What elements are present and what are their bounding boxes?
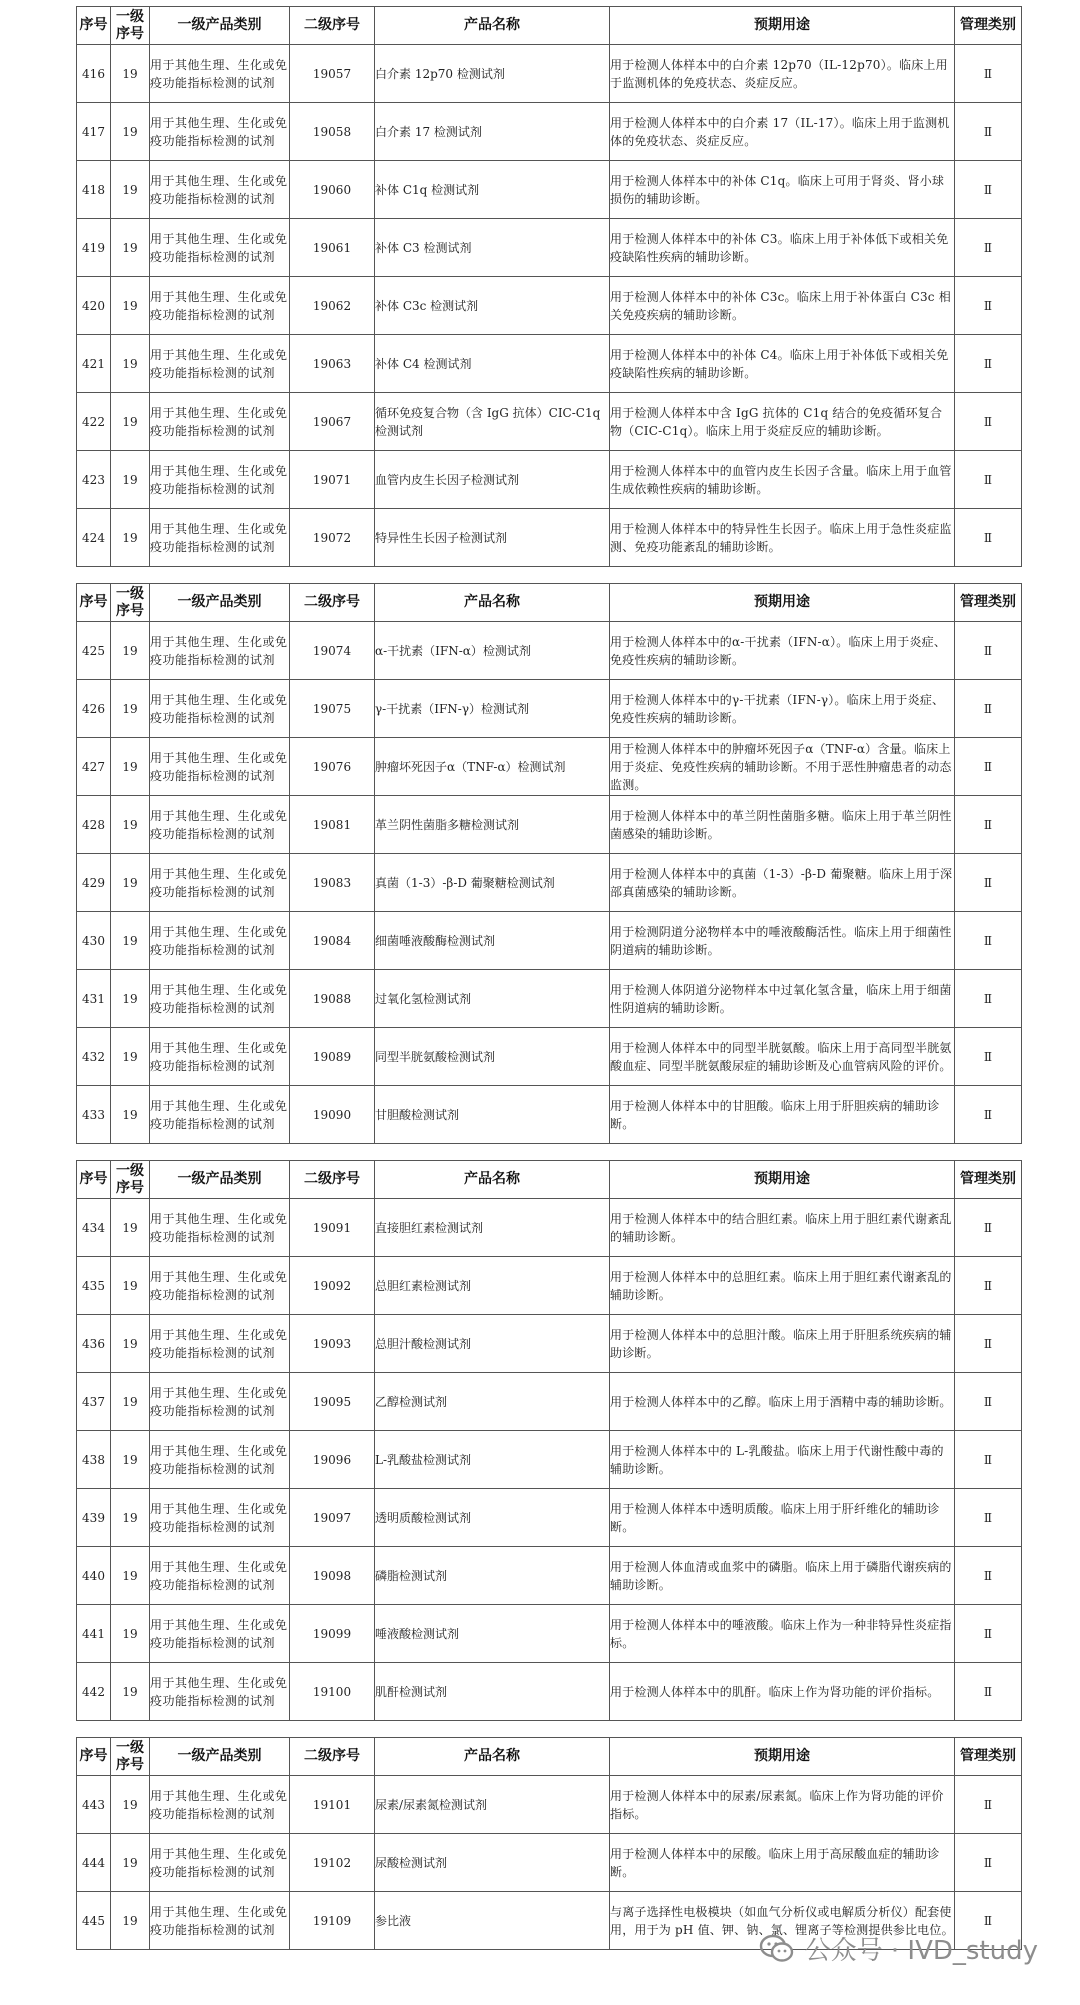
class-cell: Ⅱ [955, 796, 1022, 854]
l1-seq-cell: 19 [111, 335, 150, 393]
l1-category-cell: 用于其他生理、生化或免疫功能指标检测的试剂 [150, 45, 290, 103]
l2-seq-cell: 19093 [290, 1315, 375, 1373]
l2-seq-cell: 19097 [290, 1489, 375, 1547]
intended-use-cell: 用于检测人体样本中的乙醇。临床上用于酒精中毒的辅助诊断。 [610, 1373, 955, 1431]
class-cell: Ⅱ [955, 1086, 1022, 1144]
product-name-cell: 尿酸检测试剂 [375, 1834, 610, 1892]
table-row [77, 393, 1022, 451]
intended-use-cell: 用于检测阴道分泌物样本中的唾液酸酶活性。临床上用于细菌性阴道病的辅助诊断。 [610, 912, 955, 970]
l1-seq-cell: 19 [111, 1605, 150, 1663]
l1-seq-cell: 19 [111, 1834, 150, 1892]
intended-use-cell: 用于检测人体样本中的总胆汁酸。临床上用于肝胆系统疾病的辅助诊断。 [610, 1315, 955, 1373]
l1-category-cell: 用于其他生理、生化或免疫功能指标检测的试剂 [150, 1489, 290, 1547]
l1-category-cell: 用于其他生理、生化或免疫功能指标检测的试剂 [150, 1315, 290, 1373]
intended-use-cell: 用于检测人体样本中的同型半胱氨酸。临床上用于高同型半胱氨酸血症、同型半胱氨酸尿症的辅助诊断及心血管病风险的评价。 [610, 1028, 955, 1086]
l2-seq-cell: 19091 [290, 1199, 375, 1257]
header-class: 管理类别 [955, 1161, 1022, 1199]
l1-category-cell: 用于其他生理、生化或免疫功能指标检测的试剂 [150, 1834, 290, 1892]
l1-seq-cell: 19 [111, 1257, 150, 1315]
table-row [77, 1373, 1022, 1431]
l1-category-cell: 用于其他生理、生化或免疫功能指标检测的试剂 [150, 1086, 290, 1144]
class-cell: Ⅱ [955, 1547, 1022, 1605]
table-row [77, 1605, 1022, 1663]
class-cell: Ⅱ [955, 509, 1022, 567]
table-row [77, 1257, 1022, 1315]
l2-seq-cell: 19095 [290, 1373, 375, 1431]
intended-use-cell: 用于检测人体样本中的甘胆酸。临床上用于肝胆疾病的辅助诊断。 [610, 1086, 955, 1144]
seq-cell: 425 [77, 622, 111, 680]
l1-category-cell: 用于其他生理、生化或免疫功能指标检测的试剂 [150, 970, 290, 1028]
seq-cell: 424 [77, 509, 111, 567]
l1-seq-cell: 19 [111, 1663, 150, 1721]
class-cell: Ⅱ [955, 1489, 1022, 1547]
product-name-cell: 磷脂检测试剂 [375, 1547, 610, 1605]
class-cell: Ⅱ [955, 1834, 1022, 1892]
l1-category-cell: 用于其他生理、生化或免疫功能指标检测的试剂 [150, 1663, 290, 1721]
header-l1-category: 一级产品类别 [150, 1738, 290, 1776]
header-seq: 序号 [77, 1738, 111, 1776]
l1-category-cell: 用于其他生理、生化或免疫功能指标检测的试剂 [150, 393, 290, 451]
seq-cell: 416 [77, 45, 111, 103]
table-row [77, 1547, 1022, 1605]
table-row [77, 161, 1022, 219]
table-header-row [77, 584, 1022, 622]
l1-category-cell: 用于其他生理、生化或免疫功能指标检测的试剂 [150, 161, 290, 219]
product-name-cell: 真菌（1-3）-β-D 葡聚糖检测试剂 [375, 854, 610, 912]
class-cell: Ⅱ [955, 219, 1022, 277]
l1-category-cell: 用于其他生理、生化或免疫功能指标检测的试剂 [150, 451, 290, 509]
l2-seq-cell: 19099 [290, 1605, 375, 1663]
header-l1-category: 一级产品类别 [150, 7, 290, 45]
l2-seq-cell: 19084 [290, 912, 375, 970]
l1-category-cell: 用于其他生理、生化或免疫功能指标检测的试剂 [150, 1257, 290, 1315]
table-row [77, 854, 1022, 912]
table-row [77, 1028, 1022, 1086]
l1-seq-cell: 19 [111, 796, 150, 854]
seq-cell: 439 [77, 1489, 111, 1547]
l1-category-cell: 用于其他生理、生化或免疫功能指标检测的试剂 [150, 912, 290, 970]
seq-cell: 418 [77, 161, 111, 219]
intended-use-cell: 用于检测人体样本中含 IgG 抗体的 C1q 结合的免疫循环复合物（CIC-C1q）。临床上用于炎症反应的辅助诊断。 [610, 393, 955, 451]
class-cell: Ⅱ [955, 393, 1022, 451]
l1-category-cell: 用于其他生理、生化或免疫功能指标检测的试剂 [150, 622, 290, 680]
l1-seq-cell: 19 [111, 854, 150, 912]
header-l2-seq: 二级序号 [290, 7, 375, 45]
l1-category-cell: 用于其他生理、生化或免疫功能指标检测的试剂 [150, 1605, 290, 1663]
l1-seq-cell: 19 [111, 1892, 150, 1950]
l1-category-cell: 用于其他生理、生化或免疫功能指标检测的试剂 [150, 1199, 290, 1257]
intended-use-cell: 用于检测人体样本中的补体 C3c。临床上用于补体蛋白 C3c 相关免疫疾病的辅助诊断。 [610, 277, 955, 335]
l1-seq-cell: 19 [111, 277, 150, 335]
l1-category-cell: 用于其他生理、生化或免疫功能指标检测的试剂 [150, 1028, 290, 1086]
l1-seq-cell: 19 [111, 680, 150, 738]
l2-seq-cell: 19076 [290, 738, 375, 796]
product-name-cell: 循环免疫复合物（含 IgG 抗体）CIC-C1q 检测试剂 [375, 393, 610, 451]
table-row [77, 1489, 1022, 1547]
l1-seq-cell: 19 [111, 970, 150, 1028]
header-l1-category: 一级产品类别 [150, 1161, 290, 1199]
product-table [76, 1160, 1022, 1721]
l2-seq-cell: 19090 [290, 1086, 375, 1144]
intended-use-cell: 用于检测人体样本中的总胆红素。临床上用于胆红素代谢紊乱的辅助诊断。 [610, 1257, 955, 1315]
header-l1-seq: 一级序号 [111, 584, 150, 622]
l1-category-cell: 用于其他生理、生化或免疫功能指标检测的试剂 [150, 854, 290, 912]
watermark [759, 1930, 1038, 1967]
header-product: 产品名称 [375, 584, 610, 622]
product-name-cell: 肿瘤坏死因子α（TNF-α）检测试剂 [375, 738, 610, 796]
l2-seq-cell: 19063 [290, 335, 375, 393]
l1-seq-cell: 19 [111, 1776, 150, 1834]
table-row [77, 1431, 1022, 1489]
l1-seq-cell: 19 [111, 509, 150, 567]
l1-seq-cell: 19 [111, 393, 150, 451]
table-row [77, 1663, 1022, 1721]
table-row [77, 1834, 1022, 1892]
l1-seq-cell: 19 [111, 1373, 150, 1431]
l2-seq-cell: 19061 [290, 219, 375, 277]
class-cell: Ⅱ [955, 1028, 1022, 1086]
l2-seq-cell: 19088 [290, 970, 375, 1028]
header-product: 产品名称 [375, 1161, 610, 1199]
product-name-cell: 白介素 12p70 检测试剂 [375, 45, 610, 103]
l1-seq-cell: 19 [111, 1028, 150, 1086]
product-name-cell: L-乳酸盐检测试剂 [375, 1431, 610, 1489]
table-row [77, 1776, 1022, 1834]
l1-category-cell: 用于其他生理、生化或免疫功能指标检测的试剂 [150, 103, 290, 161]
intended-use-cell: 用于检测人体样本中的 L-乳酸盐。临床上用于代谢性酸中毒的辅助诊断。 [610, 1431, 955, 1489]
l1-category-cell: 用于其他生理、生化或免疫功能指标检测的试剂 [150, 680, 290, 738]
seq-cell: 441 [77, 1605, 111, 1663]
seq-cell: 422 [77, 393, 111, 451]
header-use: 预期用途 [610, 1738, 955, 1776]
product-name-cell: 肌酐检测试剂 [375, 1663, 610, 1721]
class-cell: Ⅱ [955, 1431, 1022, 1489]
l1-seq-cell: 19 [111, 738, 150, 796]
intended-use-cell: 用于检测人体样本中的尿酸。临床上用于高尿酸血症的辅助诊断。 [610, 1834, 955, 1892]
intended-use-cell: 用于检测人体样本中的肿瘤坏死因子α（TNF-α）含量。临床上用于炎症、免疫性疾病的辅助诊断。不用于恶性肿瘤患者的动态监测。 [610, 738, 955, 796]
wechat-icon [759, 1934, 795, 1964]
l1-category-cell: 用于其他生理、生化或免疫功能指标检测的试剂 [150, 738, 290, 796]
product-name-cell: 革兰阴性菌脂多糖检测试剂 [375, 796, 610, 854]
product-name-cell: 总胆红素检测试剂 [375, 1257, 610, 1315]
l1-seq-cell: 19 [111, 1547, 150, 1605]
header-l2-seq: 二级序号 [290, 1738, 375, 1776]
product-table [76, 583, 1022, 1144]
product-name-cell: 透明质酸检测试剂 [375, 1489, 610, 1547]
product-name-cell: 补体 C3c 检测试剂 [375, 277, 610, 335]
l1-category-cell: 用于其他生理、生化或免疫功能指标检测的试剂 [150, 335, 290, 393]
table-row [77, 277, 1022, 335]
l2-seq-cell: 19072 [290, 509, 375, 567]
product-name-cell: 直接胆红素检测试剂 [375, 1199, 610, 1257]
l1-category-cell: 用于其他生理、生化或免疫功能指标检测的试剂 [150, 1892, 290, 1950]
seq-cell: 445 [77, 1892, 111, 1950]
class-cell: Ⅱ [955, 1315, 1022, 1373]
header-use: 预期用途 [610, 584, 955, 622]
l1-seq-cell: 19 [111, 622, 150, 680]
product-name-cell: 过氧化氢检测试剂 [375, 970, 610, 1028]
l1-seq-cell: 19 [111, 219, 150, 277]
l2-seq-cell: 19075 [290, 680, 375, 738]
header-l1-category: 一级产品类别 [150, 584, 290, 622]
l2-seq-cell: 19057 [290, 45, 375, 103]
class-cell: Ⅱ [955, 451, 1022, 509]
product-name-cell: 乙醇检测试剂 [375, 1373, 610, 1431]
class-cell: Ⅱ [955, 1373, 1022, 1431]
regulation-tables [76, 6, 1021, 1950]
intended-use-cell: 用于检测人体样本中的真菌（1-3）-β-D 葡聚糖。临床上用于深部真菌感染的辅助诊断。 [610, 854, 955, 912]
header-product: 产品名称 [375, 1738, 610, 1776]
seq-cell: 427 [77, 738, 111, 796]
table-row [77, 451, 1022, 509]
l2-seq-cell: 19101 [290, 1776, 375, 1834]
l2-seq-cell: 19062 [290, 277, 375, 335]
product-name-cell: 唾液酸检测试剂 [375, 1605, 610, 1663]
class-cell: Ⅱ [955, 1663, 1022, 1721]
l1-seq-cell: 19 [111, 1315, 150, 1373]
intended-use-cell: 用于检测人体样本中的补体 C1q。临床上可用于肾炎、肾小球损伤的辅助诊断。 [610, 161, 955, 219]
class-cell: Ⅱ [955, 161, 1022, 219]
class-cell: Ⅱ [955, 680, 1022, 738]
seq-cell: 431 [77, 970, 111, 1028]
product-name-cell: 补体 C3 检测试剂 [375, 219, 610, 277]
class-cell: Ⅱ [955, 1605, 1022, 1663]
seq-cell: 442 [77, 1663, 111, 1721]
seq-cell: 438 [77, 1431, 111, 1489]
intended-use-cell: 用于检测人体样本中的补体 C3。临床上用于补体低下或相关免疫缺陷性疾病的辅助诊断。 [610, 219, 955, 277]
header-l1-seq: 一级序号 [111, 1161, 150, 1199]
seq-cell: 434 [77, 1199, 111, 1257]
product-name-cell: 血管内皮生长因子检测试剂 [375, 451, 610, 509]
intended-use-cell: 用于检测人体样本中的革兰阴性菌脂多糖。临床上用于革兰阴性菌感染的辅助诊断。 [610, 796, 955, 854]
header-class: 管理类别 [955, 7, 1022, 45]
class-cell: Ⅱ [955, 1776, 1022, 1834]
seq-cell: 443 [77, 1776, 111, 1834]
l2-seq-cell: 19109 [290, 1892, 375, 1950]
l1-seq-cell: 19 [111, 103, 150, 161]
header-seq: 序号 [77, 1161, 111, 1199]
intended-use-cell: 用于检测人体样本中的血管内皮生长因子含量。临床上用于血管生成依赖性疾病的辅助诊断。 [610, 451, 955, 509]
l2-seq-cell: 19102 [290, 1834, 375, 1892]
table-row [77, 219, 1022, 277]
l1-seq-cell: 19 [111, 912, 150, 970]
intended-use-cell: 用于检测人体样本中的结合胆红素。临床上用于胆红素代谢紊乱的辅助诊断。 [610, 1199, 955, 1257]
class-cell: Ⅱ [955, 1257, 1022, 1315]
header-class: 管理类别 [955, 1738, 1022, 1776]
seq-cell: 426 [77, 680, 111, 738]
header-use: 预期用途 [610, 1161, 955, 1199]
l2-seq-cell: 19092 [290, 1257, 375, 1315]
class-cell: Ⅱ [955, 738, 1022, 796]
seq-cell: 437 [77, 1373, 111, 1431]
table-header-row [77, 1738, 1022, 1776]
seq-cell: 428 [77, 796, 111, 854]
product-name-cell: 补体 C4 检测试剂 [375, 335, 610, 393]
product-name-cell: 同型半胱氨酸检测试剂 [375, 1028, 610, 1086]
intended-use-cell: 用于检测人体样本中的α-干扰素（IFN-α）。临床上用于炎症、免疫性疾病的辅助诊断。 [610, 622, 955, 680]
product-table [76, 1737, 1022, 1950]
l1-category-cell: 用于其他生理、生化或免疫功能指标检测的试剂 [150, 1547, 290, 1605]
class-cell: Ⅱ [955, 1199, 1022, 1257]
seq-cell: 432 [77, 1028, 111, 1086]
header-class: 管理类别 [955, 584, 1022, 622]
l1-seq-cell: 19 [111, 161, 150, 219]
product-name-cell: 参比液 [375, 1892, 610, 1950]
product-name-cell: 甘胆酸检测试剂 [375, 1086, 610, 1144]
table-row [77, 45, 1022, 103]
l2-seq-cell: 19067 [290, 393, 375, 451]
l1-category-cell: 用于其他生理、生化或免疫功能指标检测的试剂 [150, 219, 290, 277]
l2-seq-cell: 19089 [290, 1028, 375, 1086]
seq-cell: 417 [77, 103, 111, 161]
class-cell: Ⅱ [955, 854, 1022, 912]
header-product: 产品名称 [375, 7, 610, 45]
intended-use-cell: 用于检测人体样本中的白介素 12p70（IL-12p70）。临床上用于监测机体的免疫状态、炎症反应。 [610, 45, 955, 103]
l1-category-cell: 用于其他生理、生化或免疫功能指标检测的试剂 [150, 277, 290, 335]
seq-cell: 440 [77, 1547, 111, 1605]
header-seq: 序号 [77, 7, 111, 45]
l2-seq-cell: 19081 [290, 796, 375, 854]
product-name-cell: 尿素/尿素氮检测试剂 [375, 1776, 610, 1834]
seq-cell: 430 [77, 912, 111, 970]
seq-cell: 421 [77, 335, 111, 393]
table-header-row [77, 7, 1022, 45]
intended-use-cell: 用于检测人体样本中的尿素/尿素氮。临床上作为肾功能的评价指标。 [610, 1776, 955, 1834]
header-use: 预期用途 [610, 7, 955, 45]
product-name-cell: 特异性生长因子检测试剂 [375, 509, 610, 567]
l1-seq-cell: 19 [111, 1489, 150, 1547]
intended-use-cell: 与离子选择性电极模块（如血气分析仪或电解质分析仪）配套使用，用于为 pH 值、钾、钠、氯、锂离子等检测提供参比电位。 [610, 1892, 955, 1950]
header-l2-seq: 二级序号 [290, 1161, 375, 1199]
header-l1-seq: 一级序号 [111, 1738, 150, 1776]
seq-cell: 420 [77, 277, 111, 335]
table-row [77, 680, 1022, 738]
class-cell: Ⅱ [955, 103, 1022, 161]
table-row [77, 1086, 1022, 1144]
class-cell: Ⅱ [955, 970, 1022, 1028]
table-row [77, 738, 1022, 796]
table-row [77, 622, 1022, 680]
l2-seq-cell: 19071 [290, 451, 375, 509]
table-row [77, 970, 1022, 1028]
intended-use-cell: 用于检测人体样本中透明质酸。临床上用于肝纤维化的辅助诊断。 [610, 1489, 955, 1547]
product-name-cell: γ-干扰素（IFN-γ）检测试剂 [375, 680, 610, 738]
table-row [77, 796, 1022, 854]
product-table [76, 6, 1022, 567]
table-row [77, 1199, 1022, 1257]
watermark-text: 公众号 · IVD_study [804, 1936, 1038, 1966]
l2-seq-cell: 19096 [290, 1431, 375, 1489]
l1-seq-cell: 19 [111, 45, 150, 103]
seq-cell: 423 [77, 451, 111, 509]
intended-use-cell: 用于检测人体血清或血浆中的磷脂。临床上用于磷脂代谢疾病的辅助诊断。 [610, 1547, 955, 1605]
table-row [77, 912, 1022, 970]
l1-seq-cell: 19 [111, 451, 150, 509]
l1-seq-cell: 19 [111, 1199, 150, 1257]
seq-cell: 433 [77, 1086, 111, 1144]
seq-cell: 419 [77, 219, 111, 277]
header-seq: 序号 [77, 584, 111, 622]
l1-seq-cell: 19 [111, 1086, 150, 1144]
l1-seq-cell: 19 [111, 1431, 150, 1489]
product-name-cell: α-干扰素（IFN-α）检测试剂 [375, 622, 610, 680]
intended-use-cell: 用于检测人体样本中的γ-干扰素（IFN-γ）。临床上用于炎症、免疫性疾病的辅助诊断。 [610, 680, 955, 738]
class-cell: Ⅱ [955, 622, 1022, 680]
l2-seq-cell: 19060 [290, 161, 375, 219]
seq-cell: 444 [77, 1834, 111, 1892]
l2-seq-cell: 19058 [290, 103, 375, 161]
product-name-cell: 补体 C1q 检测试剂 [375, 161, 610, 219]
l1-category-cell: 用于其他生理、生化或免疫功能指标检测的试剂 [150, 796, 290, 854]
table-row [77, 1315, 1022, 1373]
intended-use-cell: 用于检测人体样本中的特异性生长因子。临床上用于急性炎症监测、免疫功能紊乱的辅助诊断。 [610, 509, 955, 567]
intended-use-cell: 用于检测人体样本中的肌酐。临床上作为肾功能的评价指标。 [610, 1663, 955, 1721]
class-cell: Ⅱ [955, 335, 1022, 393]
intended-use-cell: 用于检测人体样本中的唾液酸。临床上作为一种非特异性炎症指标。 [610, 1605, 955, 1663]
l1-category-cell: 用于其他生理、生化或免疫功能指标检测的试剂 [150, 1431, 290, 1489]
class-cell: Ⅱ [955, 45, 1022, 103]
l1-category-cell: 用于其他生理、生化或免疫功能指标检测的试剂 [150, 509, 290, 567]
l1-category-cell: 用于其他生理、生化或免疫功能指标检测的试剂 [150, 1776, 290, 1834]
table-row [77, 103, 1022, 161]
product-name-cell: 细菌唾液酸酶检测试剂 [375, 912, 610, 970]
intended-use-cell: 用于检测人体样本中的补体 C4。临床上用于补体低下或相关免疫缺陷性疾病的辅助诊断。 [610, 335, 955, 393]
intended-use-cell: 用于检测人体样本中的白介素 17（IL-17）。临床上用于监测机体的免疫状态、炎症反应。 [610, 103, 955, 161]
l2-seq-cell: 19100 [290, 1663, 375, 1721]
class-cell: Ⅱ [955, 912, 1022, 970]
l2-seq-cell: 19083 [290, 854, 375, 912]
intended-use-cell: 用于检测人体阴道分泌物样本中过氧化氢含量，临床上用于细菌性阴道病的辅助诊断。 [610, 970, 955, 1028]
class-cell: Ⅱ [955, 1892, 1022, 1950]
product-name-cell: 总胆汁酸检测试剂 [375, 1315, 610, 1373]
header-l2-seq: 二级序号 [290, 584, 375, 622]
table-row [77, 509, 1022, 567]
l2-seq-cell: 19098 [290, 1547, 375, 1605]
product-name-cell: 白介素 17 检测试剂 [375, 103, 610, 161]
seq-cell: 436 [77, 1315, 111, 1373]
seq-cell: 435 [77, 1257, 111, 1315]
l2-seq-cell: 19074 [290, 622, 375, 680]
header-l1-seq: 一级序号 [111, 7, 150, 45]
l1-category-cell: 用于其他生理、生化或免疫功能指标检测的试剂 [150, 1373, 290, 1431]
table-row [77, 335, 1022, 393]
table-header-row [77, 1161, 1022, 1199]
class-cell: Ⅱ [955, 277, 1022, 335]
seq-cell: 429 [77, 854, 111, 912]
